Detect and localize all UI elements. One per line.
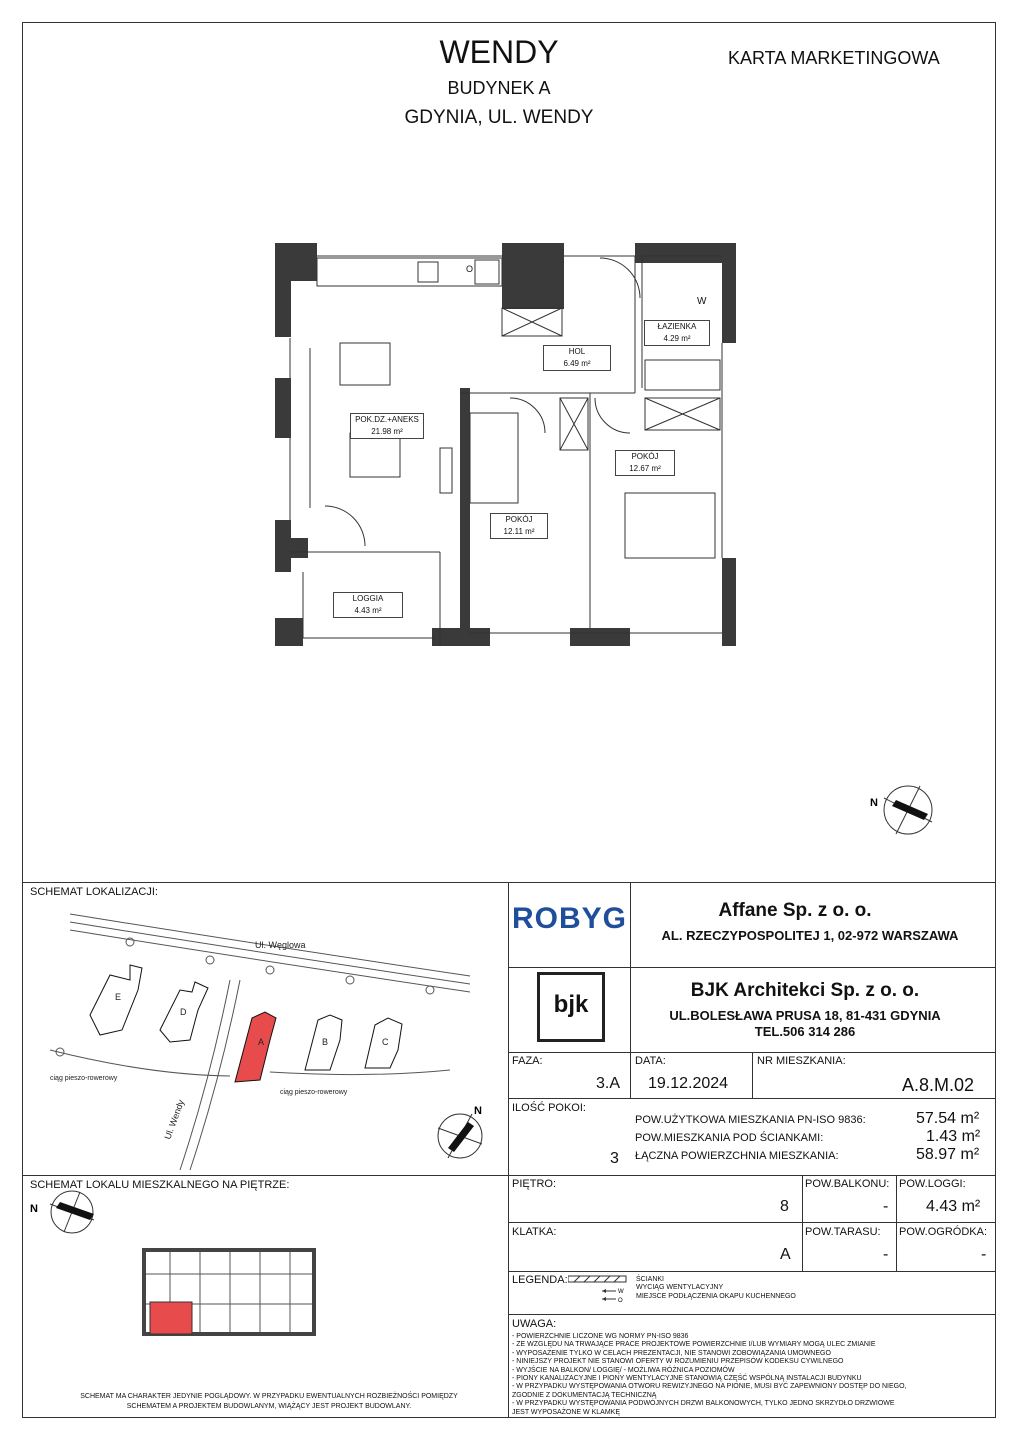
pow-lacz-value: 58.97 m² — [916, 1146, 980, 1163]
room-name: POKÓJ — [631, 452, 659, 461]
room-area: 21.98 m² — [371, 427, 403, 436]
divider — [22, 1175, 509, 1176]
taras-value: - — [883, 1246, 889, 1263]
building-a-highlight — [235, 1012, 276, 1082]
note-line: ZGODNIE Z DOKUMENTACJĄ TECHNICZNĄ — [512, 1391, 657, 1399]
location-title: SCHEMAT LOKALIZACJI: — [30, 886, 158, 898]
legend-symbols — [568, 1275, 628, 1305]
pokoje-value: 3 — [610, 1150, 619, 1167]
legend-mark: O — [618, 1298, 623, 1304]
faza-value: 3.A — [596, 1075, 621, 1092]
divider — [22, 882, 996, 883]
klatka-label: KLATKA: — [512, 1226, 557, 1238]
pietro-label: PIĘTRO: — [512, 1178, 557, 1190]
pietro-value: 8 — [780, 1198, 789, 1215]
developer-name: Affane Sp. z o. o. — [718, 900, 872, 921]
hood-mark: O — [466, 264, 474, 274]
note-line: JEST WYPOSAŻONE W KLAMKĘ — [512, 1408, 621, 1416]
location-map — [30, 900, 500, 1170]
building-label: B — [322, 1037, 329, 1047]
note-line: - NINIEJSZY PROJEKT NIE STANOWI OFERTY W ROZUMIENIU PRZEPISÓW KODEKSU CYWILNEGO — [512, 1358, 844, 1366]
legend-items — [636, 1276, 796, 1301]
balkon-label: POW.BALKONU: — [805, 1178, 890, 1190]
apartment-highlight — [150, 1302, 192, 1334]
robyg-logo: ROBYG — [512, 902, 628, 935]
building-label: E — [115, 992, 122, 1002]
klatka-value: A — [780, 1246, 791, 1263]
divider — [802, 1175, 803, 1271]
building-label: A — [258, 1037, 265, 1047]
divider — [508, 1098, 996, 1099]
path-label: ciąg pieszo-rowerowy — [50, 1075, 118, 1082]
room-name: HOL — [568, 347, 586, 356]
disclaimer-line: SCHEMAT MA CHARAKTER JEDYNIE POGLĄDOWY. W PRZYPADKU EWENTUALNYCH ROZBIEŻNOŚCI POMIĘDZY — [80, 1393, 458, 1400]
nr-value: A.8.M.02 — [902, 1075, 975, 1095]
developer-address: AL. RZECZYPOSPOLITEJ 1, 02-972 WARSZAWA — [661, 928, 959, 943]
street-label: Ul. Wendy — [162, 1098, 187, 1141]
room-area: 6.49 m² — [563, 359, 591, 368]
ogrodek-value: - — [981, 1246, 987, 1263]
room-name: POKÓJ — [505, 515, 533, 524]
location-compass-icon — [432, 1102, 492, 1162]
bjk-logo: bjk — [537, 972, 605, 1042]
loggia-label: POW.LOGGI: — [899, 1178, 966, 1190]
architect-address: UL.BOLESŁAWA PRUSA 18, 81-431 GDYNIA — [669, 1008, 941, 1023]
room-label — [543, 345, 611, 371]
floor-scheme-plan — [130, 1244, 320, 1340]
room-area: 12.67 m² — [629, 464, 661, 473]
data-label: DATA: — [635, 1055, 666, 1067]
legend-item: MIEJSCE PODŁĄCZENIA OKAPU KUCHENNEGO — [636, 1292, 796, 1300]
divider — [752, 1052, 753, 1098]
loggia-value: 4.43 m² — [926, 1198, 981, 1215]
room-area: 4.43 m² — [354, 606, 382, 615]
legend-item: ŚCIANKI — [636, 1276, 665, 1283]
north-label: N — [474, 1105, 482, 1117]
note-line: - PIONY KANALIZACYJNE I PIONY WENTYLACYJNE STANOWIĄ CZĘŚĆ WSPÓLNĄ INSTALACJI BUDYNKU — [512, 1375, 862, 1383]
notes-list — [512, 1333, 907, 1417]
room-name: ŁAZIENKA — [657, 322, 697, 331]
floor-scheme-title: SCHEMAT LOKALU MIESZKALNEGO NA PIĘTRZE: — [30, 1179, 290, 1191]
path-label: ciąg pieszo-rowerowy — [280, 1089, 348, 1096]
data-value: 19.12.2024 — [648, 1075, 729, 1092]
pow-sc-value: 1.43 m² — [926, 1128, 981, 1145]
divider — [508, 1222, 996, 1223]
ventilation-mark: W — [697, 296, 707, 307]
north-label: N — [30, 1203, 38, 1215]
architect-name: BJK Architekci Sp. z o. o. — [690, 980, 920, 1001]
street-label: Ul. Węglowa — [255, 940, 306, 950]
pokoje-label: ILOŚĆ POKOI: — [512, 1102, 586, 1114]
room-label — [333, 592, 403, 618]
compass-icon — [868, 784, 934, 836]
note-line: - ZE WZGLĘDU NA TRWAJĄCE PRACE PROJEKTOWE POWIERZCHNIE I/LUB WYMIARY MOGĄ ULEC ZMIANIE — [512, 1341, 876, 1349]
pow-sc-label: POW.MIESZKANIA POD ŚCIANKAMI: — [635, 1132, 824, 1144]
room-area: 4.29 m² — [663, 334, 691, 343]
legend-title: LEGENDA: — [512, 1274, 568, 1286]
project-address: GDYNIA, UL. WENDY — [404, 107, 594, 128]
divider — [508, 1271, 996, 1272]
room-name: LOGGIA — [352, 594, 384, 603]
sheet-border — [22, 22, 996, 1418]
balkon-value: - — [883, 1198, 889, 1215]
pow-uz-value: 57.54 m² — [916, 1110, 980, 1127]
room-label — [490, 513, 548, 539]
faza-label: FAZA: — [512, 1055, 543, 1067]
divider — [896, 1175, 897, 1271]
divider — [508, 1175, 996, 1176]
card-type: KARTA MARKETINGOWA — [728, 48, 940, 68]
note-line: - W PRZYPADKU WYSTĘPOWANIA OTWORU REWIZYJNEGO NA PIONIE, MUSI BYĆ ZAPEWNIONY DOSTĘP DO NIEGO, — [512, 1383, 907, 1391]
floor-compass-icon — [30, 1190, 106, 1234]
room-name: POK.DZ.+ANEKS — [355, 415, 419, 424]
divider — [508, 882, 509, 1418]
room-area: 12.11 m² — [503, 527, 535, 536]
north-label: N — [870, 797, 878, 809]
building-label: C — [382, 1037, 389, 1047]
divider — [508, 967, 996, 968]
room-label — [615, 450, 675, 476]
building-name: BUDYNEK A — [447, 78, 551, 98]
notes-title: UWAGA: — [512, 1318, 557, 1330]
legend-item: WYCIĄG WENTYLACYJNY — [636, 1284, 724, 1292]
architect-phone: TEL.506 314 286 — [754, 1024, 856, 1039]
project-title: WENDY — [439, 34, 559, 70]
building-label: D — [180, 1007, 187, 1017]
taras-label: POW.TARASU: — [805, 1226, 881, 1238]
room-label — [644, 320, 710, 346]
floor-plan — [270, 238, 740, 650]
disclaimer-line: SCHEMATEM A PROJEKTEM BUDOWLANYM, WIĄŻĄCY JEST PROJEKT BUDOWLANY. — [126, 1403, 412, 1410]
ogrodek-label: POW.OGRÓDKA: — [899, 1226, 988, 1238]
room-label — [350, 413, 424, 439]
floor-scheme-disclaimer — [30, 1392, 508, 1412]
pow-lacz-label: ŁĄCZNA POWIERZCHNIA MIESZKANIA: — [635, 1150, 839, 1162]
divider — [508, 1314, 996, 1315]
note-line: - WYJŚCIE NA BALKON/ LOGGIĘ/ - MOŻLIWA RÓŻNICA POZIOMÓW — [512, 1366, 735, 1374]
legend-mark: W — [618, 1289, 624, 1295]
divider — [630, 882, 631, 1098]
nr-label: NR MIESZKANIA: — [757, 1055, 846, 1067]
pow-uz-label: POW.UŻYTKOWA MIESZKANIA PN-ISO 9836: — [635, 1114, 866, 1126]
note-line: - WYPOSAŻENIE TYLKO W CELACH PREZENTACJI, NIE STANOWI ZOBOWIĄZANIA UMOWNEGO — [512, 1349, 831, 1357]
note-line: - POWIERZCHNIE LICZONE WG NORMY PN-ISO 9836 — [512, 1333, 689, 1340]
note-line: - W PRZYPADKU WYSTĘPOWANIA PODWÓJNYCH DRZWI BALKONOWYCH, TYLKO JEDNO SKRZYDŁO DRZWIOWE — [512, 1400, 895, 1408]
